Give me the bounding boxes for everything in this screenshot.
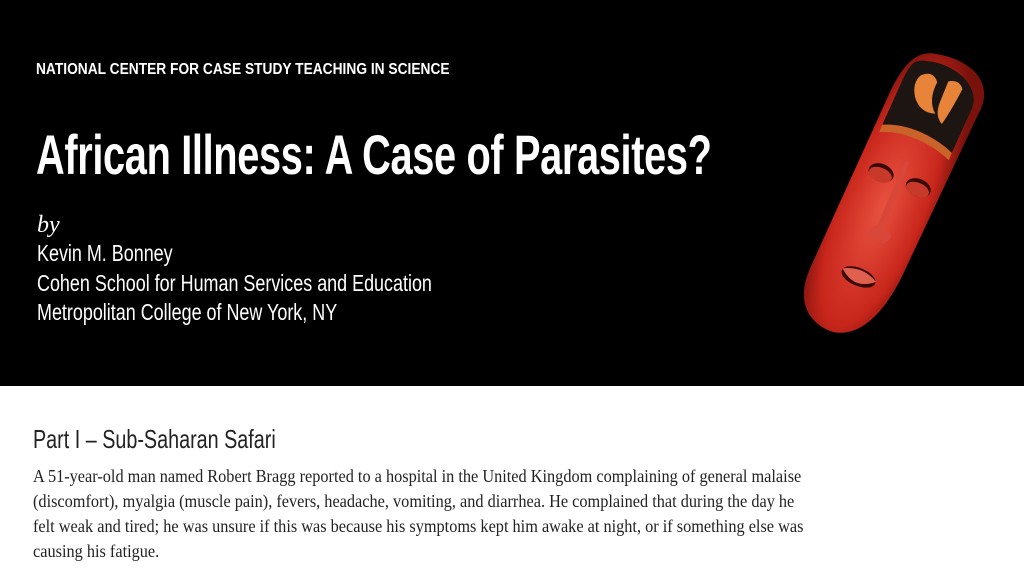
paragraph-line: A 51-year-old man named Robert Bragg reported to a hospital in the United Kingdom complaining of general malaise (33, 466, 802, 486)
paragraph-line: (discomfort), myalgia (muscle pain), fevers, headache, vomiting, and diarrhea. He complained that during the day he (33, 491, 795, 511)
case-title: African Illness: A Case of Parasites? (36, 123, 712, 186)
section-heading: Part I – Sub-Saharan Safari (33, 424, 276, 454)
case-paragraph (33, 464, 884, 564)
paragraph-line: causing his fatigue. (33, 541, 160, 561)
author-name: Kevin M. Bonney (37, 240, 173, 266)
paragraph-line: felt weak and tired; he was unsure if this was because his symptoms kept him awake at night, or if something else was (33, 516, 804, 536)
african-mask-icon (780, 40, 1010, 360)
organization-name: NATIONAL CENTER FOR CASE STUDY TEACHING IN SCIENCE (36, 61, 450, 78)
byline-label: by (37, 212, 60, 238)
author-institution: Metropolitan College of New York, NY (37, 299, 338, 325)
author-affiliation: Cohen School for Human Services and Education (37, 270, 432, 296)
